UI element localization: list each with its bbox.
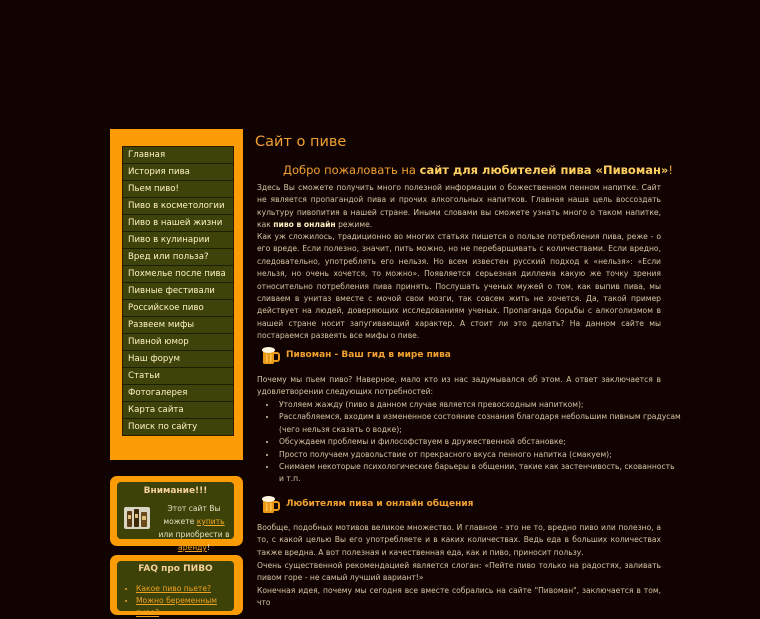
faq-list xyxy=(127,583,234,619)
notice-panel xyxy=(117,482,234,552)
main-menu xyxy=(122,146,234,436)
menu-item-festivals[interactable]: Пивные фестивали xyxy=(123,283,233,300)
intro-bold: пиво в онлайн xyxy=(273,220,336,230)
faq-link-which-beer[interactable]: Какое пиво пьете? xyxy=(136,584,212,593)
list-item xyxy=(136,595,234,619)
notice-title: Внимание!!! xyxy=(143,486,208,496)
welcome-prefix: Добро пожаловать на xyxy=(283,163,420,177)
page-title: Сайт о пиве xyxy=(255,134,347,150)
menu-item-search[interactable]: Поиск по сайту xyxy=(123,419,233,435)
menu-item-harm-benefit[interactable]: Вред или польза? xyxy=(123,249,233,266)
list-item xyxy=(136,583,234,595)
paragraph-5: Конечная идея, почему мы сегодня все вместе собрались на сайте "Пивоман", заключается в том, что xyxy=(257,586,661,608)
section-guide-title: Пивоман - Ваш гид в мире пива xyxy=(286,350,451,360)
menu-item-hangover[interactable]: Похмелье после пива xyxy=(123,266,233,283)
list-item: • Утоляем жажду (пиво в данном случае является превосходным напитком); xyxy=(277,399,681,411)
notice-box xyxy=(110,476,243,552)
beer-bottles-icon xyxy=(123,503,151,531)
buy-link[interactable]: купить xyxy=(196,517,225,526)
list-item: • Обсуждаем проблемы и философствуем в дружественной обстановке; xyxy=(277,436,681,448)
notice-text-before: Этот сайт Вы можете xyxy=(163,504,221,526)
notice-text xyxy=(155,502,233,554)
menu-item-drinking[interactable]: Пьем пиво! xyxy=(123,181,233,198)
paragraph-3: Вообще, подобных мотивов великое множество. И главное - это не то, вредно пиво или полезно, а то, с какой целью Вы его употребляете и в каких количествах. Ведь еда в больших количествах также вредна. А вот полезная и качественная еда, как и пиво, приносит пользу. xyxy=(257,523,661,557)
menu-item-forum[interactable]: Наш форум xyxy=(123,351,233,368)
intro-paragraph xyxy=(257,182,661,232)
menu-item-history[interactable]: История пива xyxy=(123,164,233,181)
beer-mug-icon xyxy=(260,494,280,514)
section-online-title: Любителям пива и онлайн общения xyxy=(286,499,474,509)
menu-item-cosmetology[interactable]: Пиво в косметологии xyxy=(123,198,233,215)
faq-title: FAQ про ПИВО xyxy=(138,564,213,574)
intro-text: Здесь Вы сможете получить много полезной информации о божественном пенном напитке. Сайт не является пропагандой пива и прочих алкогольных напитков. Главная наша цель воссоздать культуру пивопития в нашей стране. Иными словами вы сможете узнать много о таком напитке, как xyxy=(257,183,661,230)
list-item: • Снимаем некоторые психологические барьеры в общении, такие как застенчивость, скованность и т.п. xyxy=(277,461,681,486)
menu-item-myths[interactable]: Развеем мифы xyxy=(123,317,233,334)
menu-item-articles[interactable]: Статьи xyxy=(123,368,233,385)
rent-link[interactable]: аренду xyxy=(178,543,207,552)
menu-item-cooking[interactable]: Пиво в кулинарии xyxy=(123,232,233,249)
menu-item-humor[interactable]: Пивной юмор xyxy=(123,334,233,351)
reasons-list xyxy=(257,399,681,486)
menu-item-home[interactable]: Главная xyxy=(123,147,233,164)
notice-text-mid: или приобрести в xyxy=(158,530,230,539)
welcome-site-name: сайт для любителей пива «Пивоман» xyxy=(419,163,669,177)
faq-box xyxy=(110,555,243,615)
paragraph-2: Как уж сложилось, традиционно во многих статьях пишется о пользе потребления пива, реже - о его вреде. Если полезно, значит, пить можно, но не перебарщивать с количествами. Если вредно, следовательно, употреблять его нельзя. Но всем известен русский подход к «нельзя»: «Если нельзя, но очень хочется, то можно». Появляется серьезная диллема какую же точку зрения относительно потребления пива принять. Послушать ученых мужей о том, как выпив пива, мы сливаем в унитаз вместе с мочой свои мозги, так совсем жить не хочется. Да, такой пример действует на людей, доверяющих исследованиям ученых. Пропаганда борьбы с алкоголизмом в нашей стране носит запугивающий характер. А стоит ли это делать? На данном сайте мы постараемся развеять все мифы о пиве. xyxy=(257,232,661,341)
section-guide-intro: Почему мы пьем пиво? Наверное, мало кто из нас задумывался об этом. А ответ заключается в удовлетворении следующих потребностей: xyxy=(257,375,661,397)
menu-item-russian-beer[interactable]: Российское пиво xyxy=(123,300,233,317)
list-item: • Расслабляемся, входим в измененное состояние сознания благодаря небольшим пивным градусам (чего нельзя сказать о водке); xyxy=(277,411,681,436)
sidebar xyxy=(110,129,243,460)
welcome-heading xyxy=(283,163,673,177)
welcome-suffix: ! xyxy=(668,163,673,177)
faq-link-pregnant[interactable]: Можно беременным пиво? xyxy=(136,596,217,617)
menu-item-life[interactable]: Пиво в нашей жизни xyxy=(123,215,233,232)
list-item: • Просто получаем удовольствие от прекрасного вкуса пенного напитка (смакуем); xyxy=(277,449,681,461)
faq-panel xyxy=(117,561,234,617)
menu-item-sitemap[interactable]: Карта сайта xyxy=(123,402,233,419)
paragraph-4: Очень существенной рекомендацией является слоган: «Пейте пиво только на радостях, заливать пивом горе - не самый лучший вариант!» xyxy=(257,561,661,583)
intro-tail: режиме. xyxy=(335,220,373,230)
notice-text-after: ! xyxy=(206,543,210,552)
menu-item-gallery[interactable]: Фотогалерея xyxy=(123,385,233,402)
beer-mug-icon xyxy=(260,345,280,365)
